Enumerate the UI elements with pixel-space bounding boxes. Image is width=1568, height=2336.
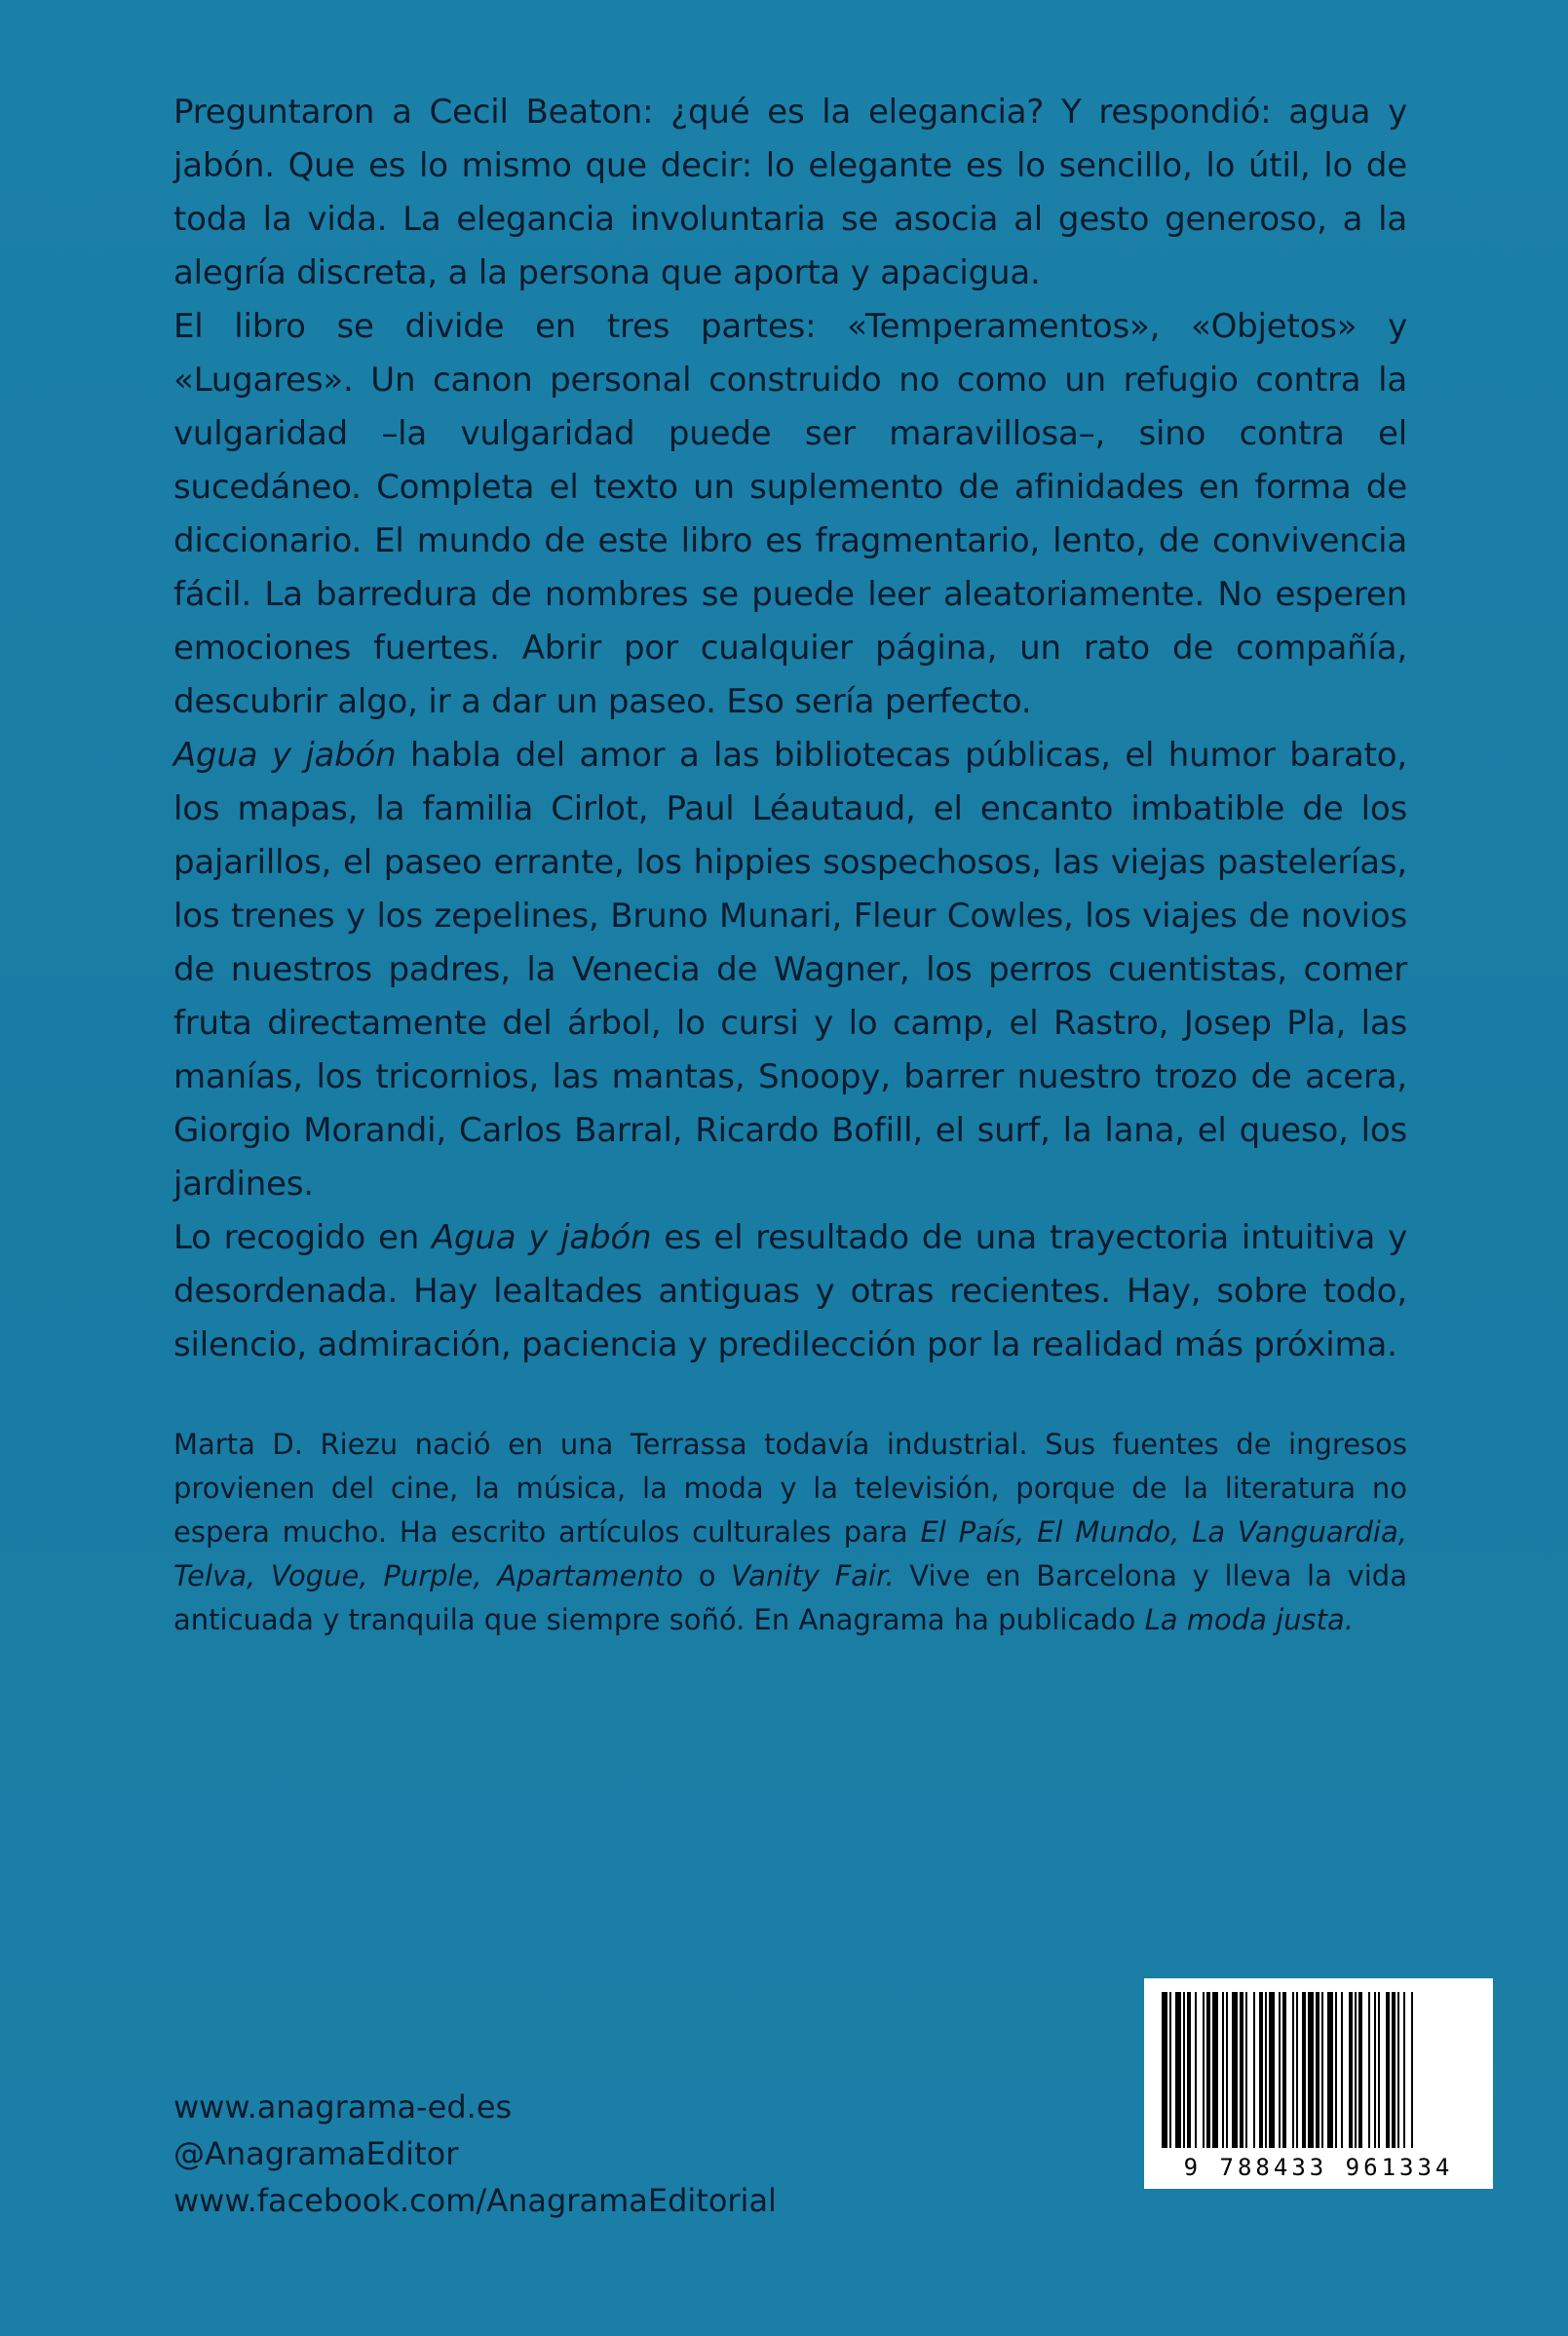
author-bio <box>173 1423 1407 1642</box>
bio-text-2: o <box>683 1559 732 1592</box>
isbn-digits: 9 788433 961334 <box>1183 2154 1454 2181</box>
book-title: Agua y jabón <box>173 736 397 775</box>
barcode-bar <box>1226 1992 1228 2148</box>
barcode-bar <box>1265 1992 1267 2148</box>
barcode-bar <box>1240 1992 1243 2148</box>
barcode-bar <box>1403 1992 1405 2148</box>
barcode-bar <box>1245 1992 1247 2148</box>
barcode-bar <box>1392 1992 1396 2148</box>
barcode-bar <box>1195 1992 1197 2148</box>
facebook-link[interactable]: www.facebook.com/AnagramaEditorial <box>173 2182 777 2219</box>
barcode-bar <box>1203 1992 1205 2148</box>
bio-book-title: La moda justa. <box>1144 1603 1355 1636</box>
barcode-bar <box>1341 1992 1343 2148</box>
barcode-bar <box>1183 1992 1185 2148</box>
barcode-bar <box>1327 1992 1333 2148</box>
barcode-bar <box>1206 1992 1210 2148</box>
barcode-bar <box>1321 1992 1323 2148</box>
barcode-bar <box>1282 1992 1286 2148</box>
barcode-bar <box>1232 1992 1238 2148</box>
bio-publication-vanity: Vanity Fair. <box>731 1559 895 1592</box>
barcode-bar <box>1316 1992 1319 2148</box>
bio-text-3: Vive en Barcelona y lleva la vida anticuada y tranquila que siempre soñó. En Anagrama ha publicado <box>173 1559 1407 1636</box>
website-link[interactable]: www.anagrama-ed.es <box>173 2088 513 2125</box>
barcode-bar <box>1349 1992 1353 2148</box>
barcode-bar <box>1292 1992 1294 2148</box>
barcode-bar <box>1397 1992 1399 2148</box>
author-bio-paragraph <box>173 1423 1407 1642</box>
blurb-paragraph-1: Preguntaron a Cecil Beaton: ¿qué es la elegancia? Y respondió: agua y jabón. Que es lo mismo que decir: lo elegante es lo sencillo, lo útil, lo de toda la vida. La elegancia involuntaria se asocia al gesto generoso, a la alegría discreta, a la persona que aporta y apacigua. <box>173 93 1407 292</box>
barcode-bar <box>1187 1992 1191 2148</box>
bio-text-1: Marta D. Riezu nació en una Terrassa todavía industrial. Sus fuentes de ingresos provienen del cine, la música, la moda y la televisión, porque de la literatura no espera mucho. Ha escrito artículos culturales para <box>173 1428 1407 1549</box>
barcode-bar <box>1386 1992 1390 2148</box>
twitter-handle[interactable]: @AnagramaEditor <box>173 2135 459 2172</box>
blurb-paragraph-4-pre: Lo recogido en <box>173 1218 432 1257</box>
barcode-bar <box>1222 1992 1224 2148</box>
barcode-bar <box>1368 1992 1370 2148</box>
publisher-links <box>173 2084 777 2224</box>
blurb-paragraph-3 <box>173 729 1407 1211</box>
barcode-bar <box>1411 1992 1413 2148</box>
barcode-bar <box>1302 1992 1306 2148</box>
blurb-paragraph-2: El libro se divide en tres partes: «Temperamentos», «Objetos» y «Lugares». Un canon personal construido no como un refugio contra la vulgaridad –la vulgaridad puede ser maravillosa–, sino contra el sucedáneo. Completa el texto un suplemento de afinidades en forma de diccionario. El mundo de este libro es fragmentario, lento, de convivencia fácil. La barredura de nombres se puede leer aleatoriamente. No esperen emociones fuertes. Abrir por cualquier página, un rato de compañía, descubrir algo, ir a dar un paseo. Eso sería perfecto. <box>173 307 1407 721</box>
barcode-bar <box>1269 1992 1275 2148</box>
barcode-bar <box>1378 1992 1380 2148</box>
barcode-bar <box>1335 1992 1337 2148</box>
barcode-bar <box>1162 1992 1167 2148</box>
barcode-bar <box>1253 1992 1255 2148</box>
bio-publications: El País, El Mundo, La Vanguardia, Telva, Vogue, Purple, Apartamento <box>173 1515 1407 1592</box>
barcode-bar <box>1175 1992 1181 2148</box>
barcode-bar <box>1374 1992 1376 2148</box>
blurb-paragraph-4-text: es el resultado de una trayectoria intuitiva y desordenada. Hay lealtades antiguas y otras recientes. Hay, sobre todo, silencio, admiración, paciencia y predilección por la realidad más próxima. <box>173 1218 1407 1364</box>
barcode-bar <box>1259 1992 1263 2148</box>
blurb-paragraph-4 <box>173 1211 1407 1372</box>
barcode-bar <box>1296 1992 1298 2148</box>
book-title: Agua y jabón <box>431 1218 652 1257</box>
barcode-bar <box>1169 1992 1171 2148</box>
barcode-bar <box>1358 1992 1362 2148</box>
blurb-text <box>173 86 1407 1372</box>
barcode-bar <box>1355 1992 1357 2148</box>
blurb-paragraph-3-text: habla del amor a las bibliotecas públicas, el humor barato, los mapas, la familia Cirlot, Paul Léautaud, el encanto imbatible de los pajarillos, el paseo errante, los hippies sospechosos, las viejas pastelerías, los trenes y los zepelines, Bruno Munari, Fleur Cowles, los viajes de novios de nuestros padres, la Venecia de Wagner, los perros cuentistas, comer fruta directamente del árbol, lo cursi y lo camp, el Rastro, Josep Pla, las manías, los tricornios, las mantas, Snoopy, barrer nuestro trozo de acera, Giorgio Morandi, Carlos Barral, Ricardo Bofill, el surf, la lana, el queso, los jardines. <box>173 736 1407 1204</box>
barcode-bar <box>1308 1992 1314 2148</box>
isbn-barcode <box>1144 1978 1493 2189</box>
barcode-bar <box>1279 1992 1281 2148</box>
barcode-bar <box>1212 1992 1218 2148</box>
